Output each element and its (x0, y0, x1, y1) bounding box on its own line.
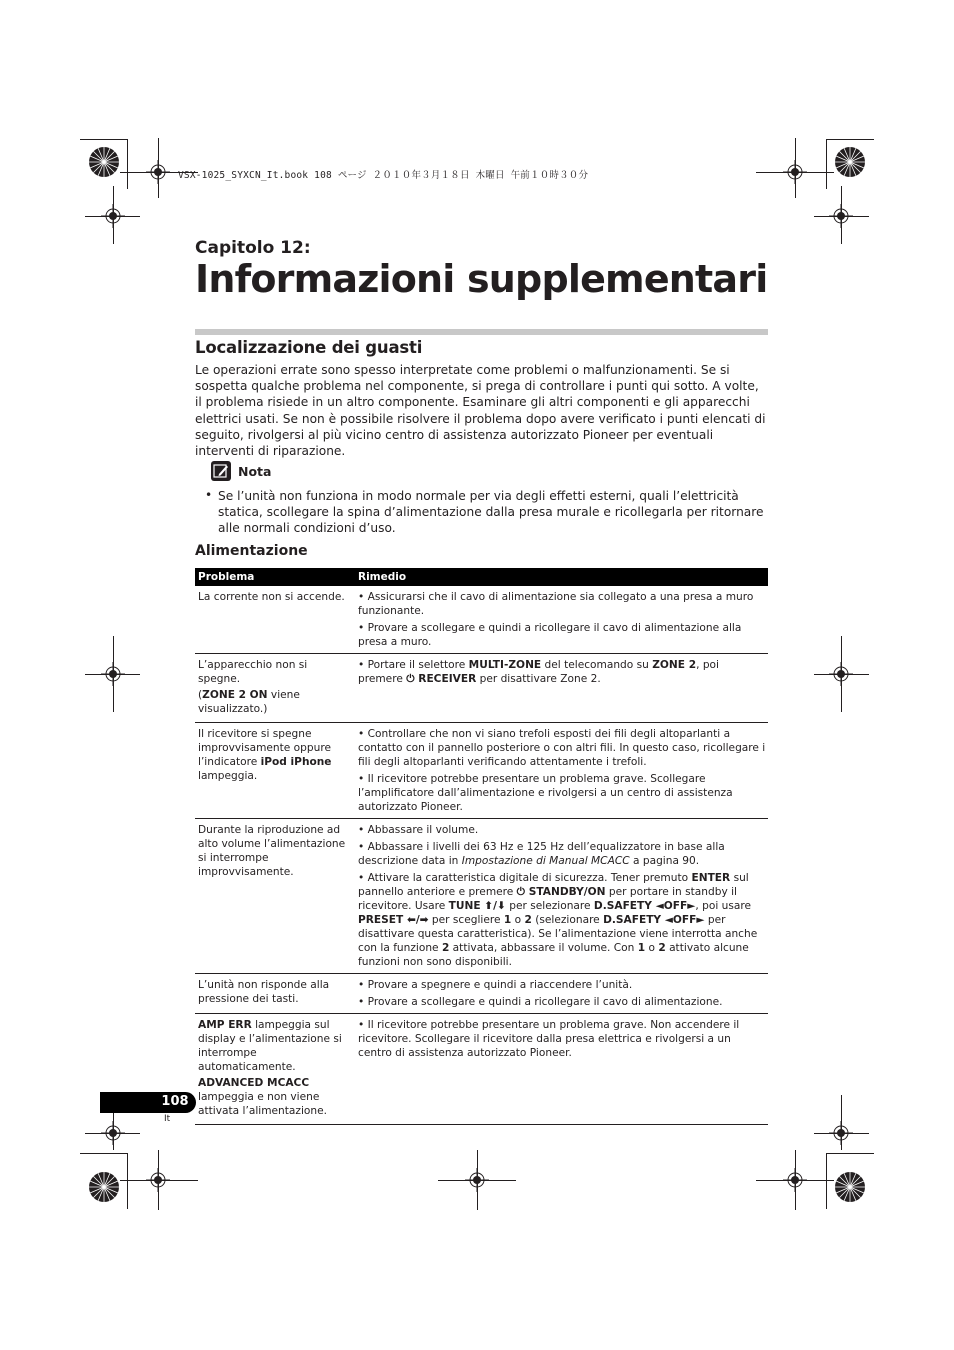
table-row (195, 1014, 768, 1125)
problem-text: L’apparecchio non si spegne. (198, 659, 308, 685)
problem-cell (195, 590, 355, 649)
table-row (195, 654, 768, 723)
starburst-registration-icon (834, 1171, 866, 1203)
remedy-text: • Abbassare il volume. (358, 824, 479, 836)
table-row (195, 974, 768, 1014)
column-header-remedy: Rimedio (358, 571, 407, 583)
page-number: 108 (161, 1094, 189, 1109)
print-slug: VSX-1025_SYXCN_It.book 108 ページ ２０１０年３月１８日 木曜日 午前１０時３０分 (178, 170, 589, 181)
remedy-text: • Abbassare i livelli dei 63 Hz e 125 Hz dell’equalizzatore in base alla descrizione data in Impostazione di Manual MCACC a pagina 90. (358, 841, 725, 867)
remedy-text: • Portare il selettore MULTI-ZONE del telecomando su ZONE 2, poi premere ⏻ RECEIVER per disattivare Zone 2. (358, 659, 719, 685)
problem-text: ADVANCED MCACC lampeggia e non viene attivata l’alimentazione. (198, 1077, 327, 1117)
table-header (195, 568, 768, 586)
chapter-title: Informazioni supplementari (195, 257, 768, 301)
remedy-text: • Assicurarsi che il cavo di alimentazione sia collegato a una presa a muro funzionante. (358, 591, 754, 617)
section-title: Localizzazione dei guasti (195, 338, 423, 357)
remedy-cell (355, 727, 768, 814)
remedy-cell (355, 658, 768, 718)
starburst-registration-icon (834, 146, 866, 178)
starburst-registration-icon (88, 146, 120, 178)
problem-cell (195, 1018, 355, 1120)
problem-cell (195, 658, 355, 718)
chapter-label: Capitolo 12: (195, 238, 311, 258)
starburst-registration-icon (88, 1171, 120, 1203)
column-header-problem: Problema (198, 571, 255, 583)
table-row (195, 586, 768, 654)
remedy-text: • Controllare che non vi siano trefoli esposti dei fili degli altoparlanti a contatto con il pannello posteriore o con altri fili. In questo caso, ricollegare i fili degli altoparlanti verificando attentamente i trefoli. (358, 728, 766, 768)
section-divider (195, 329, 768, 335)
table-row (195, 819, 768, 974)
remedy-cell (355, 590, 768, 649)
remedy-text: • Il ricevitore potrebbe presentare un problema grave. Scollegare l’amplificatore dall’alimentazione e rivolgersi a un centro di assistenza autorizzato Pioneer. (358, 773, 733, 813)
problem-text: L’unità non risponde alla pressione dei tasti. (198, 979, 330, 1005)
remedy-cell (355, 1018, 768, 1120)
remedy-text: • Il ricevitore potrebbe presentare un problema grave. Non accendere il ricevitore. Scollegare il ricevitore dalla presa elettrica e rivolgersi a un centro di assistenza autorizzato Pioneer. (358, 1019, 740, 1059)
page-language: It (164, 1114, 171, 1124)
remedy-cell (355, 978, 768, 1009)
troubleshooting-table (195, 568, 768, 1125)
remedy-text: • Attivare la caratteristica digitale di sicurezza. Tener premuto ENTER sul pannello anteriore e premere ⏻ STANDBY/ON per portare in standby il ricevitore. Usare TUNE ⬆/⬇ per selezionare D.SAFETY ◄OFF►, poi usare PRESET ⬅/➡ per scegliere 1 o 2 (selezionare D.SAFETY ◄OFF► per disattivare questa caratteristica). Se l’alimentazione viene interrotta anche con la funzione 2 attivata, abbassare il volume. Con 1 o 2 attivato alcune funzioni non sono disponibili. (358, 872, 758, 968)
problem-cell (195, 823, 355, 969)
intro-paragraph: Le operazioni errate sono spesso interpretate come problemi o malfunzionamenti. Se si sospetta qualche problema nel componente, si prega di controllare i punti qui sotto. A volte, il problema risiede in un altro componente. Esaminare gli altri componenti e gli apparecchi elettrici usati. Se non è possibile risolvere il problema dopo avere verificato i punti elencati di seguito, rivolgersi al più vicino centro di assistenza autorizzato Pioneer per eventuali interventi di riparazione. (195, 363, 766, 459)
table-row (195, 723, 768, 819)
problem-text: AMP ERR lampeggia sul display e l’alimentazione si interrompe automaticamente. (198, 1019, 342, 1073)
note-label: Nota (238, 464, 272, 479)
remedy-text: • Provare a spegnere e quindi a riaccendere l’unità. (358, 979, 633, 991)
problem-text: Il ricevitore si spegne improvvisamente oppure l’indicatore iPod iPhone lampeggia. (198, 728, 332, 782)
note-bullet: • (205, 488, 213, 502)
problem-cell (195, 978, 355, 1009)
subsection-title: Alimentazione (195, 543, 308, 559)
remedy-cell (355, 823, 768, 969)
note-pencil-icon (211, 461, 231, 481)
remedy-text: • Provare a scollegare e quindi a ricollegare il cavo di alimentazione. (358, 996, 723, 1008)
remedy-text: • Provare a scollegare e quindi a ricollegare il cavo di alimentazione alla presa a muro. (358, 622, 742, 648)
note-item: Se l’unità non funziona in modo normale per via degli effetti esterni, quali l’elettricità statica, scollegare la spina d’alimentazione dalla presa murale e ricollegarla per ritornare alle normali condizioni d’uso. (218, 489, 764, 536)
problem-text: Durante la riproduzione ad alto volume l’alimentazione si interrompe improvvisamente. (198, 824, 346, 878)
problem-cell (195, 727, 355, 814)
problem-text: La corrente non si accende. (198, 591, 345, 603)
problem-text: (ZONE 2 ON viene visualizzato.) (198, 689, 300, 715)
